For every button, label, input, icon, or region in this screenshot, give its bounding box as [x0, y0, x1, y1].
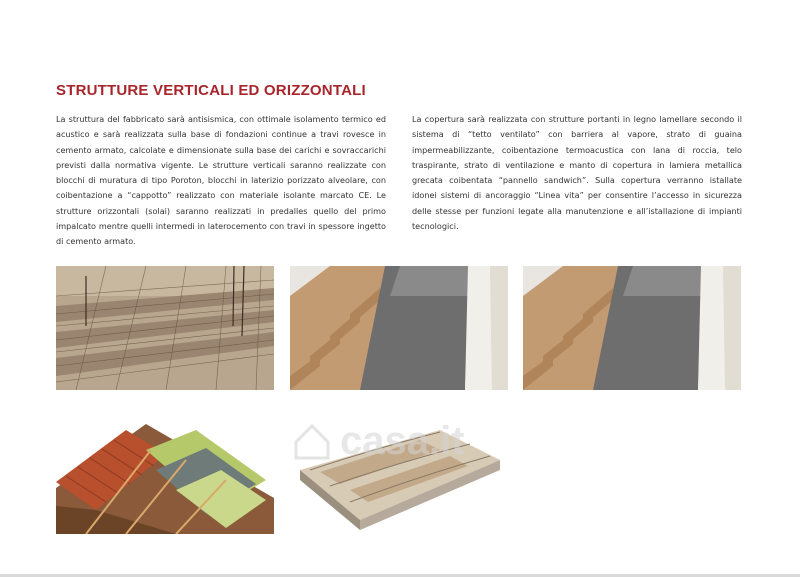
section-title: STRUTTURE VERTICALI ED ORIZZONTALI [56, 82, 366, 99]
construction-slab-photo [56, 266, 274, 390]
sandwich-panel-image [290, 410, 508, 534]
wall-insulation-section-image-2 [523, 266, 741, 390]
ventilated-roof-layers-image [56, 410, 274, 534]
wall-insulation-section-image [290, 266, 508, 390]
roof-description-paragraph: La copertura sarà realizzata con strutture portanti in legno lamellare secondo il sistema di “tetto ventilato” con barriera al vapore, strato di guaina impermeabilizzante, coibentazione termoacustica con lana di roccia, telo traspirante, strato di ventilazione e manto di copertura in lamiera metallica grecata coibentata “pannello sandwich”. Sulla copertura verranno istallate idonei sistemi di ancoraggio “Linea vita” per consentire l’accesso in sicurezza delle stesse per funzioni legate alla manutenzione e all’istallazione di impianti tecnologici. [412, 114, 742, 232]
watermark-text: casa.it [340, 419, 465, 463]
structure-description-paragraph: La struttura del fabbricato sarà antisismica, con ottimale isolamento termico ed acustico e sarà realizzata sulla base di fondazioni continue a travi rovesce in cemento armato, calcolate e dimensionate sulla base dei carichi e sovraccarichi previsti dalla normativa vigente. Le strutture verticali saranno realizzate con blocchi di muratura di tipo Poroton, blocchi in laterizio porizzato alveolare, con coibentazione a “cappotto” realizzato con materiale isolante marcato CE. Le strutture orizzontali (solai) saranno realizzati in predalles quello del primo impalcato mentre quelli intermedi in laterocemento con travi in spessore ingetto di cemento armato. [56, 114, 386, 247]
